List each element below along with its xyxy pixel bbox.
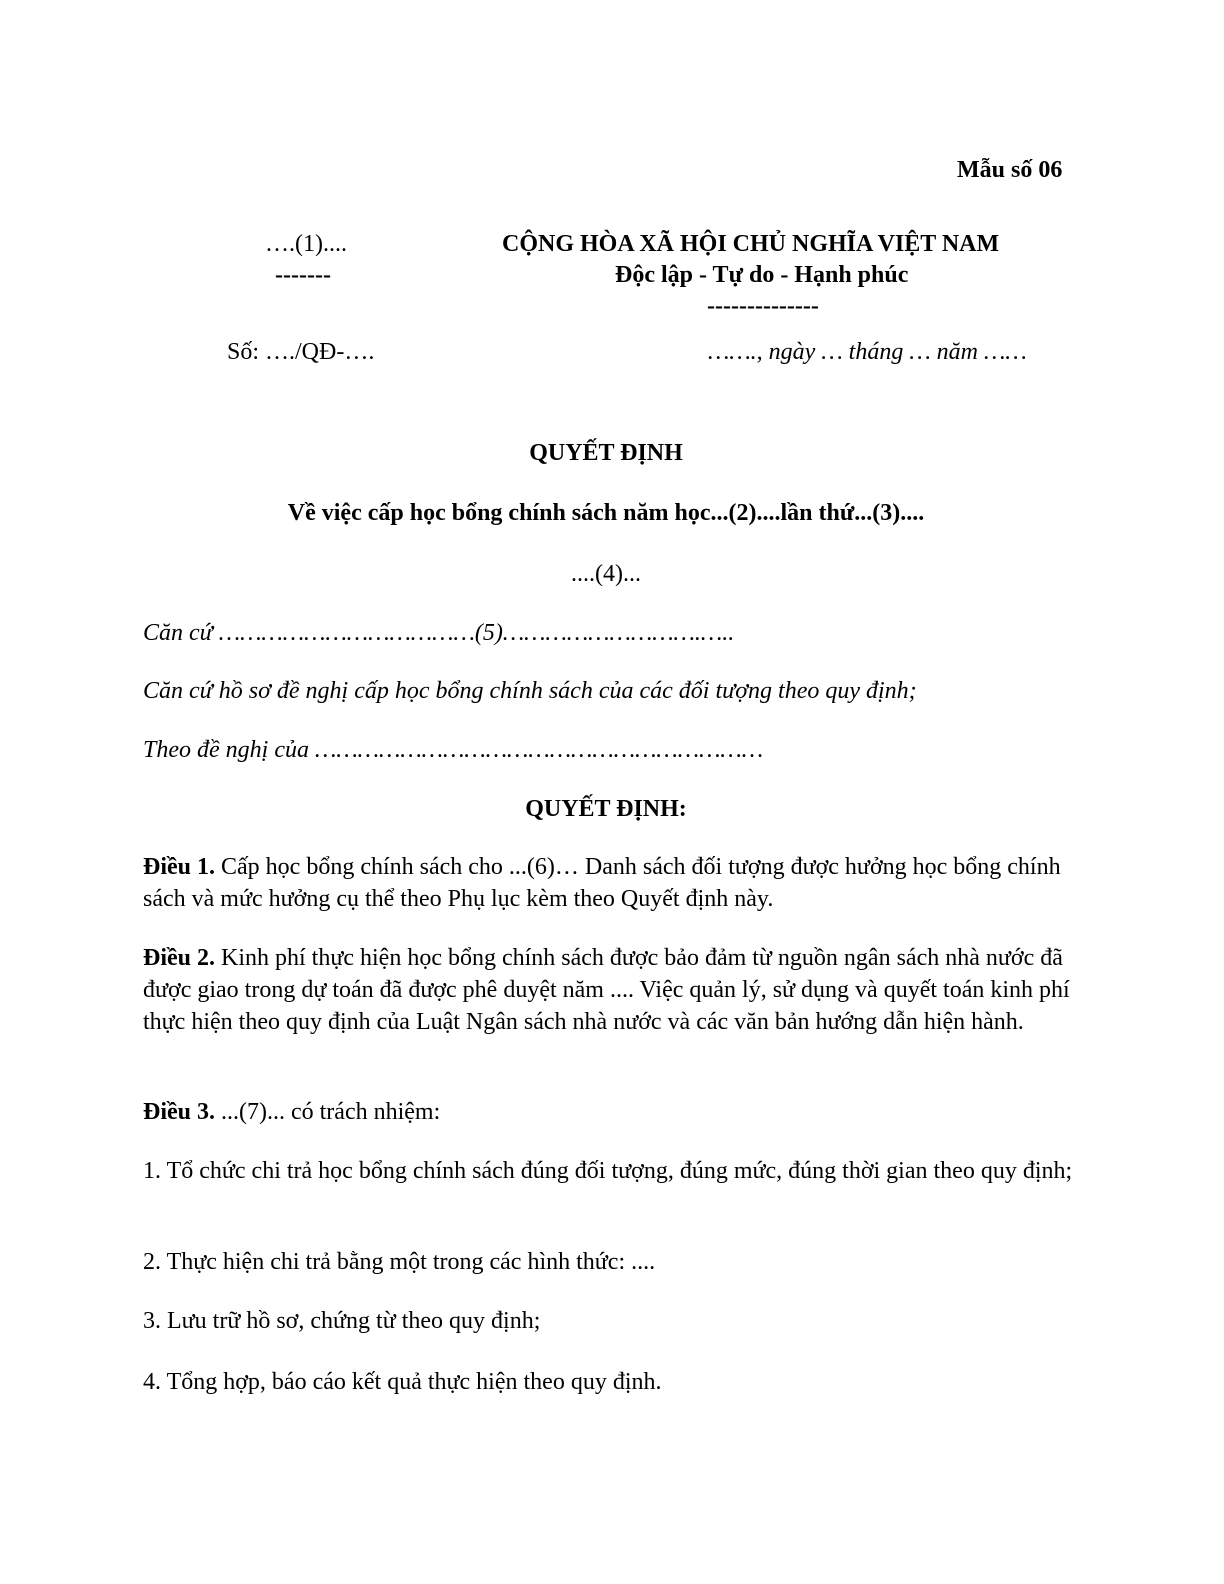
duty-4: 4. Tổng hợp, báo cáo kết quả thực hiện theo quy định. [143, 1369, 662, 1395]
duty-3: 3. Lưu trữ hồ sơ, chứng từ theo quy định; [143, 1308, 541, 1334]
duty-1: 1. Tổ chức chi trả học bổng chính sách đúng đối tượng, đúng mức, đúng thời gian theo quy định; [143, 1158, 1073, 1184]
decision-heading: QUYẾT ĐỊNH: [525, 796, 687, 822]
article-2 [143, 942, 1078, 1038]
duty-2: 2. Thực hiện chi trả bằng một trong các hình thức: .... [143, 1249, 656, 1275]
legal-basis-1: Căn cứ ………………………………(5)……………………….….. [143, 620, 735, 646]
motto: Độc lập - Tự do - Hạnh phúc [615, 262, 909, 288]
form-number: Mẫu số 06 [957, 157, 1063, 183]
article-3-text: ...(7)... có trách nhiệm: [215, 1099, 441, 1125]
agency-rule: ------- [275, 262, 331, 288]
article-3 [143, 1096, 1078, 1128]
agency-placeholder: ….(1).... [265, 231, 347, 257]
article-2-text: Kinh phí thực hiện học bổng chính sách được bảo đảm từ nguồn ngân sách nhà nước đã được giao trong dự toán đã được phê duyệt năm .... Việc quản lý, sử dụng và quyết toán kinh phí thực hiện theo quy định của Luật Ngân sách nhà nước và các văn bản hướng dẫn hiện hành. [143, 945, 1070, 1035]
article-3-label: Điều 3. [143, 1099, 215, 1125]
document-subject: Về việc cấp học bổng chính sách năm học...(2)....lần thứ...(3).... [287, 500, 925, 526]
motto-rule: -------------- [707, 293, 819, 319]
article-1-label: Điều 1. [143, 854, 215, 880]
document-number: Số: …./QĐ-…. [227, 339, 375, 365]
place-date: ……., ngày … tháng … năm …… [708, 339, 1027, 365]
issuing-authority: ....(4)... [571, 561, 641, 587]
country-name: CỘNG HÒA XÃ HỘI CHỦ NGHĨA VIỆT NAM [502, 231, 1000, 257]
article-2-label: Điều 2. [143, 945, 215, 971]
legal-basis-3: Theo đề nghị của ……………………………………………………… [143, 737, 764, 763]
article-1 [143, 851, 1078, 915]
legal-basis-2: Căn cứ hồ sơ đề nghị cấp học bổng chính sách của các đối tượng theo quy định; [143, 678, 917, 704]
article-1-text: Cấp học bổng chính sách cho ...(6)… Danh sách đối tượng được hưởng học bổng chính sách và mức hưởng cụ thể theo Phụ lục kèm theo Quyết định này. [143, 854, 1061, 912]
document-title: QUYẾT ĐỊNH [529, 440, 683, 466]
